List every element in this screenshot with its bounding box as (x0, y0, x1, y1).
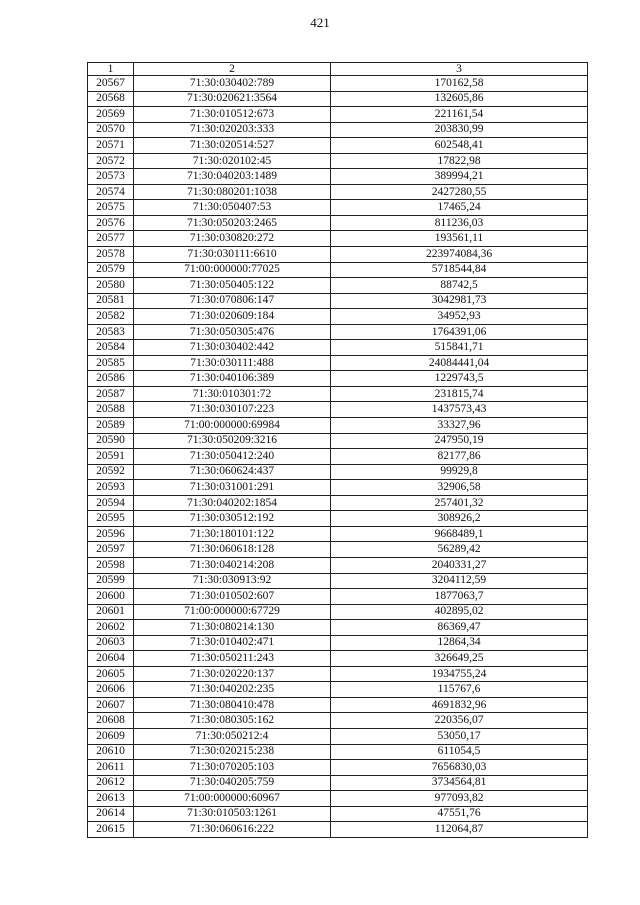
value-cell: 977093,82 (331, 791, 588, 807)
cadastral-number-cell: 71:30:040203:1489 (134, 169, 331, 185)
value-cell: 203830,99 (331, 122, 588, 138)
cadastral-number-cell: 71:30:040202:235 (134, 682, 331, 698)
table-row (88, 91, 588, 107)
cadastral-number-cell: 71:00:000000:69984 (134, 418, 331, 434)
cadastral-number-cell: 71:30:070806:147 (134, 293, 331, 309)
row-number-cell: 20613 (88, 791, 134, 807)
value-cell: 9668489,1 (331, 526, 588, 542)
cadastral-number-cell: 71:30:030913:92 (134, 573, 331, 589)
value-cell: 2427280,55 (331, 184, 588, 200)
cadastral-number-cell: 71:30:040106:389 (134, 371, 331, 387)
value-cell: 17822,98 (331, 153, 588, 169)
cadastral-value-table (87, 62, 588, 838)
value-cell: 515841,71 (331, 340, 588, 356)
value-cell: 170162,58 (331, 76, 588, 92)
row-number-cell: 20602 (88, 620, 134, 636)
value-cell: 56289,42 (331, 542, 588, 558)
value-cell: 1229743,5 (331, 371, 588, 387)
row-number-cell: 20579 (88, 262, 134, 278)
cadastral-number-cell: 71:30:030402:789 (134, 76, 331, 92)
cadastral-number-cell: 71:30:080305:162 (134, 713, 331, 729)
value-cell: 308926,2 (331, 511, 588, 527)
table-row (88, 791, 588, 807)
cadastral-number-cell: 71:30:050412:240 (134, 449, 331, 465)
row-number-cell: 20598 (88, 557, 134, 573)
table-body (88, 76, 588, 838)
cadastral-number-cell: 71:30:020621:3564 (134, 91, 331, 107)
row-number-cell: 20590 (88, 433, 134, 449)
table-row (88, 262, 588, 278)
row-number-cell: 20577 (88, 231, 134, 247)
row-number-cell: 20571 (88, 138, 134, 154)
value-cell: 2040331,27 (331, 557, 588, 573)
table-row (88, 480, 588, 496)
row-number-cell: 20573 (88, 169, 134, 185)
table-row (88, 666, 588, 682)
row-number-cell: 20607 (88, 697, 134, 713)
value-cell: 34952,93 (331, 309, 588, 325)
table-row (88, 557, 588, 573)
cadastral-number-cell: 71:30:070205:103 (134, 760, 331, 776)
table-row (88, 589, 588, 605)
row-number-cell: 20581 (88, 293, 134, 309)
table-row (88, 573, 588, 589)
table-row (88, 184, 588, 200)
header-row (88, 63, 588, 76)
value-cell: 5718544,84 (331, 262, 588, 278)
table-row (88, 293, 588, 309)
table-row (88, 309, 588, 325)
table-row (88, 371, 588, 387)
row-number-cell: 20574 (88, 184, 134, 200)
table-row (88, 449, 588, 465)
table-row (88, 511, 588, 527)
table-row (88, 822, 588, 838)
value-cell: 88742,5 (331, 278, 588, 294)
table-row (88, 247, 588, 263)
table-header (88, 63, 588, 76)
table-row (88, 340, 588, 356)
cadastral-number-cell: 71:00:000000:67729 (134, 604, 331, 620)
column-header-1: 1 (88, 63, 134, 76)
value-cell: 24084441,04 (331, 355, 588, 371)
row-number-cell: 20611 (88, 760, 134, 776)
value-cell: 231815,74 (331, 386, 588, 402)
row-number-cell: 20593 (88, 480, 134, 496)
value-cell: 3734564,81 (331, 775, 588, 791)
cadastral-number-cell: 71:30:020220:137 (134, 666, 331, 682)
row-number-cell: 20580 (88, 278, 134, 294)
cadastral-number-cell: 71:00:000000:77025 (134, 262, 331, 278)
row-number-cell: 20588 (88, 402, 134, 418)
value-cell: 1877063,7 (331, 589, 588, 605)
value-cell: 86369,47 (331, 620, 588, 636)
cadastral-number-cell: 71:30:030111:488 (134, 355, 331, 371)
row-number-cell: 20597 (88, 542, 134, 558)
row-number-cell: 20594 (88, 495, 134, 511)
cadastral-number-cell: 71:30:080410:478 (134, 697, 331, 713)
cadastral-number-cell: 71:30:040205:759 (134, 775, 331, 791)
table-row (88, 278, 588, 294)
row-number-cell: 20615 (88, 822, 134, 838)
cadastral-number-cell: 71:30:030107:223 (134, 402, 331, 418)
cadastral-number-cell: 71:30:060618:128 (134, 542, 331, 558)
row-number-cell: 20591 (88, 449, 134, 465)
row-number-cell: 20610 (88, 744, 134, 760)
row-number-cell: 20578 (88, 247, 134, 263)
cadastral-number-cell: 71:30:010503:1261 (134, 806, 331, 822)
cadastral-number-cell: 71:30:020514:527 (134, 138, 331, 154)
table-row (88, 697, 588, 713)
table-row (88, 215, 588, 231)
cadastral-number-cell: 71:30:020203:333 (134, 122, 331, 138)
cadastral-number-cell: 71:30:060616:222 (134, 822, 331, 838)
row-number-cell: 20575 (88, 200, 134, 216)
table-row (88, 495, 588, 511)
column-header-2: 2 (134, 63, 331, 76)
table-row (88, 418, 588, 434)
cadastral-number-cell: 71:30:080201:1038 (134, 184, 331, 200)
value-cell: 193561,11 (331, 231, 588, 247)
cadastral-number-cell: 71:30:010301:72 (134, 386, 331, 402)
cadastral-number-cell: 71:30:020102:45 (134, 153, 331, 169)
cadastral-number-cell: 71:30:040202:1854 (134, 495, 331, 511)
row-number-cell: 20605 (88, 666, 134, 682)
table-row (88, 76, 588, 92)
table-row (88, 433, 588, 449)
row-number-cell: 20586 (88, 371, 134, 387)
cadastral-number-cell: 71:30:050203:2465 (134, 215, 331, 231)
row-number-cell: 20604 (88, 651, 134, 667)
value-cell: 47551,76 (331, 806, 588, 822)
cadastral-number-cell: 71:30:060624:437 (134, 464, 331, 480)
row-number-cell: 20609 (88, 728, 134, 744)
cadastral-number-cell: 71:30:050211:243 (134, 651, 331, 667)
row-number-cell: 20608 (88, 713, 134, 729)
cadastral-number-cell: 71:30:030402:442 (134, 340, 331, 356)
table-row (88, 775, 588, 791)
row-number-cell: 20612 (88, 775, 134, 791)
cadastral-number-cell: 71:30:050305:476 (134, 324, 331, 340)
cadastral-number-cell: 71:30:050407:53 (134, 200, 331, 216)
row-number-cell: 20600 (88, 589, 134, 605)
row-number-cell: 20582 (88, 309, 134, 325)
cadastral-number-cell: 71:30:180101:122 (134, 526, 331, 542)
cadastral-number-cell: 71:30:010502:607 (134, 589, 331, 605)
cadastral-number-cell: 71:30:050405:122 (134, 278, 331, 294)
table-row (88, 682, 588, 698)
table-row (88, 324, 588, 340)
table-row (88, 526, 588, 542)
row-number-cell: 20583 (88, 324, 134, 340)
value-cell: 4691832,96 (331, 697, 588, 713)
cadastral-number-cell: 71:30:031001:291 (134, 480, 331, 496)
table-row (88, 604, 588, 620)
row-number-cell: 20592 (88, 464, 134, 480)
cadastral-number-cell: 71:30:010512:673 (134, 107, 331, 123)
table-row (88, 651, 588, 667)
value-cell: 402895,02 (331, 604, 588, 620)
row-number-cell: 20585 (88, 355, 134, 371)
value-cell: 7656830,03 (331, 760, 588, 776)
row-number-cell: 20569 (88, 107, 134, 123)
table-row (88, 542, 588, 558)
table-row (88, 153, 588, 169)
table-row (88, 744, 588, 760)
value-cell: 53050,17 (331, 728, 588, 744)
table-row (88, 620, 588, 636)
value-cell: 115767,6 (331, 682, 588, 698)
table-row (88, 386, 588, 402)
value-cell: 132605,86 (331, 91, 588, 107)
value-cell: 17465,24 (331, 200, 588, 216)
row-number-cell: 20606 (88, 682, 134, 698)
table-row (88, 200, 588, 216)
column-header-3: 3 (331, 63, 588, 76)
table-row (88, 760, 588, 776)
value-cell: 12864,34 (331, 635, 588, 651)
value-cell: 32906,58 (331, 480, 588, 496)
cadastral-number-cell: 71:00:000000:60967 (134, 791, 331, 807)
row-number-cell: 20584 (88, 340, 134, 356)
value-cell: 1934755,24 (331, 666, 588, 682)
value-cell: 221161,54 (331, 107, 588, 123)
row-number-cell: 20596 (88, 526, 134, 542)
row-number-cell: 20601 (88, 604, 134, 620)
table-row (88, 635, 588, 651)
table-row (88, 355, 588, 371)
value-cell: 82177,86 (331, 449, 588, 465)
table-row (88, 713, 588, 729)
cadastral-number-cell: 71:30:030111:6610 (134, 247, 331, 263)
table-row (88, 107, 588, 123)
value-cell: 3204112,59 (331, 573, 588, 589)
cadastral-number-cell: 71:30:080214:130 (134, 620, 331, 636)
page-number: 421 (310, 15, 330, 30)
value-cell: 99929,8 (331, 464, 588, 480)
value-cell: 112064,87 (331, 822, 588, 838)
row-number-cell: 20570 (88, 122, 134, 138)
value-cell: 811236,03 (331, 215, 588, 231)
value-cell: 220356,07 (331, 713, 588, 729)
table-row (88, 402, 588, 418)
value-cell: 223974084,36 (331, 247, 588, 263)
value-cell: 1764391,06 (331, 324, 588, 340)
cadastral-number-cell: 71:30:040214:208 (134, 557, 331, 573)
value-cell: 326649,25 (331, 651, 588, 667)
row-number-cell: 20568 (88, 91, 134, 107)
table-row (88, 806, 588, 822)
row-number-cell: 20567 (88, 76, 134, 92)
table-row (88, 169, 588, 185)
value-cell: 389994,21 (331, 169, 588, 185)
row-number-cell: 20587 (88, 386, 134, 402)
cadastral-number-cell: 71:30:050212:4 (134, 728, 331, 744)
row-number-cell: 20595 (88, 511, 134, 527)
row-number-cell: 20603 (88, 635, 134, 651)
table-row (88, 122, 588, 138)
value-cell: 33327,96 (331, 418, 588, 434)
cadastral-number-cell: 71:30:050209:3216 (134, 433, 331, 449)
table-row (88, 231, 588, 247)
row-number-cell: 20614 (88, 806, 134, 822)
value-cell: 257401,32 (331, 495, 588, 511)
cadastral-number-cell: 71:30:030512:192 (134, 511, 331, 527)
value-cell: 611054,5 (331, 744, 588, 760)
cadastral-number-cell: 71:30:010402:471 (134, 635, 331, 651)
value-cell: 3042981,73 (331, 293, 588, 309)
row-number-cell: 20589 (88, 418, 134, 434)
row-number-cell: 20572 (88, 153, 134, 169)
value-cell: 247950,19 (331, 433, 588, 449)
row-number-cell: 20599 (88, 573, 134, 589)
table-row (88, 138, 588, 154)
cadastral-number-cell: 71:30:020215:238 (134, 744, 331, 760)
value-cell: 602548,41 (331, 138, 588, 154)
table-row (88, 464, 588, 480)
cadastral-number-cell: 71:30:020609:184 (134, 309, 331, 325)
row-number-cell: 20576 (88, 215, 134, 231)
value-cell: 1437573,43 (331, 402, 588, 418)
cadastral-number-cell: 71:30:030820:272 (134, 231, 331, 247)
table-row (88, 728, 588, 744)
